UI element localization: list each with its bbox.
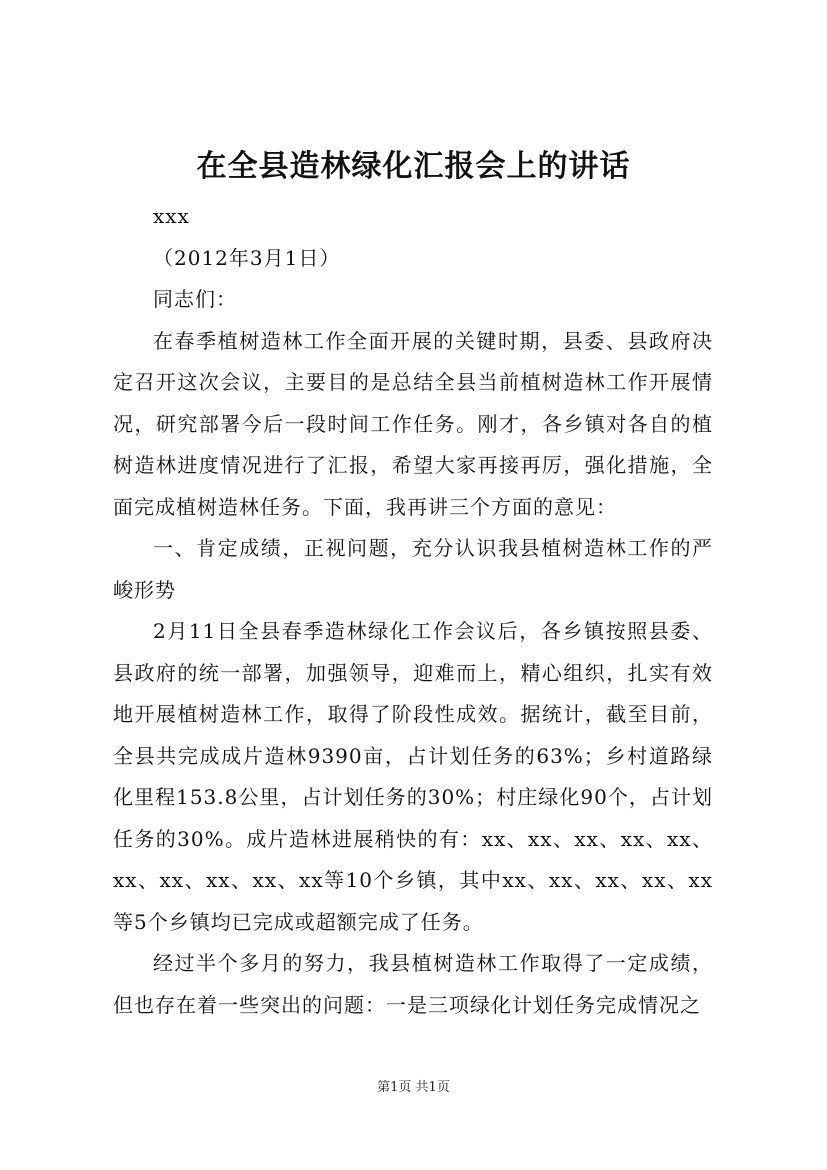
page-footer: 第1页 共1页: [377, 1080, 450, 1095]
paragraph-intro: 在春季植树造林工作全面开展的关键时期，县委、县政府决定召开这次会议，主要目的是总结全县当前植树造林工作开展情况，研究部署今后一段时间工作任务。刚才，各乡镇对各自的植树造林进度情况进行了汇报，希望大家再接再厉，强化措施，全面完成植树造林任务。下面，我再讲三个方面的意见：: [113, 328, 713, 519]
document-body: [113, 196, 713, 1026]
paragraph-problems: 经过半个多月的努力，我县植树造林工作取得了一定成绩，但也存在着一些突出的问题：一是三项绿化计划任务完成情况之: [113, 951, 713, 1017]
date-line: （2012年3月1日）: [153, 245, 341, 270]
document-title: 在全县造林绿化汇报会上的讲话: [196, 149, 631, 184]
author-line: xxx: [153, 204, 190, 228]
paragraph-progress: 2月11日全县春季造林绿化工作会议后，各乡镇按照县委、县政府的统一部署，加强领导，迎难而上，精心组织，扎实有效地开展植树造林工作，取得了阶段性成效。据统计，截至目前，全县共完成成片造林9390亩，占计划任务的63%；乡村道路绿化里程153.8公里，占计划任务的30%；村庄绿化90个，占计划任务的30%。成片造林进展稍快的有：xx、xx、xx、xx、xx、xx、xx、xx、xx、xx等10个乡镇，其中xx、xx、xx、xx、xx等5个乡镇均已完成或超额完成了任务。: [113, 619, 713, 934]
salutation: 同志们：: [153, 287, 237, 311]
section-heading-1: 一、肯定成绩，正视问题，充分认识我县植树造林工作的严峻形势: [113, 536, 713, 602]
